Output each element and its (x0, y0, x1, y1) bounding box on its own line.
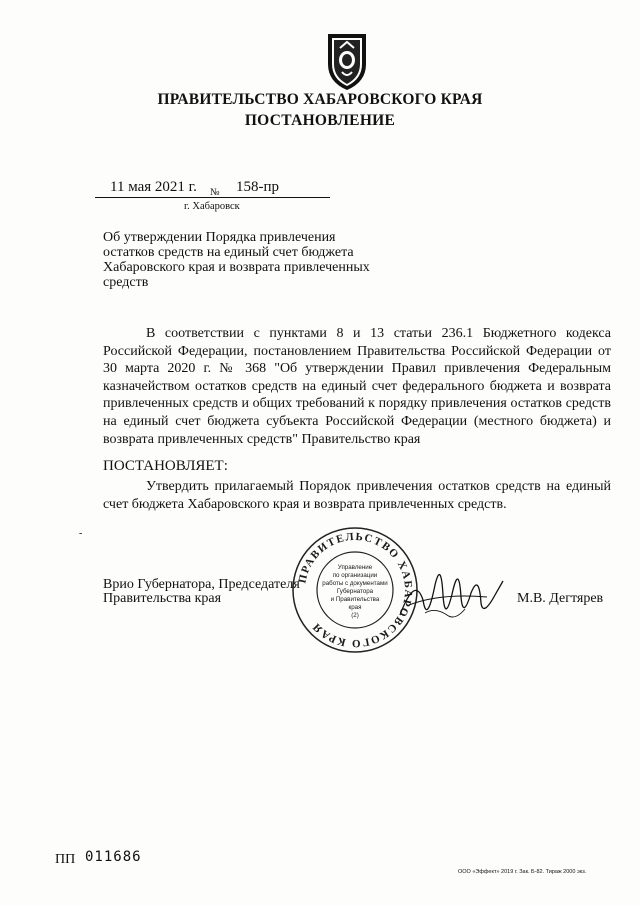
stamp-line: края (348, 604, 362, 611)
preamble-paragraph: В соответствии с пунктами 8 и 13 статьи 236.1 Бюджетного кодекса Российской Федерации, постановлением Правительства Российской Федерации от 30 марта 2020 г. № 368 "Об утверждении Правил привлечения Федеральным казначейством остатков средств на единый счет федерального бюджета и возврата привлеченных средств и общих требований к порядку привлечения остатков средств на единый счет бюджета субъекта Российской Федерации (местного бюджета) и возврата привлеченных средств" Правительство края (103, 326, 611, 447)
stamp-line: Губернатора (336, 588, 374, 595)
decree-word: ПОСТАНОВЛЯЕТ: (103, 458, 228, 474)
handwritten-signature (395, 555, 505, 635)
signer-position-line2: Правительства края (103, 591, 222, 606)
document-number: 158-пр (236, 179, 280, 195)
date-underline (95, 197, 330, 198)
stamp-line: и Правительства (330, 596, 380, 603)
government-title: ПРАВИТЕЛЬСТВО ХАБАРОВСКОГО КРАЯ (157, 91, 483, 108)
stamp-line: Управление (337, 564, 373, 571)
document-date: 11 мая 2021 г. (110, 179, 197, 195)
signer-position-line1: Врио Губернатора, Председателя (103, 577, 300, 592)
margin-mark: - (79, 528, 83, 539)
stamp-outer-text: ПРАВИТЕЛЬСТВО ХАБАРОВСКОГО КРАЯ (296, 530, 415, 650)
document-subject: Об утверждении Порядка привлечения остатков средств на единый счет бюджета Хабаровского края и возврата привлеченных средств (103, 230, 370, 290)
serial-prefix: ПП (55, 852, 76, 867)
stamp-line: (2) (351, 612, 359, 619)
number-sign: № (210, 187, 220, 198)
stamp-line: по организации (332, 572, 378, 579)
serial-number: 011686 (85, 849, 142, 865)
coat-of-arms-icon (322, 30, 372, 92)
document-type: ПОСТАНОВЛЕНИЕ (244, 112, 396, 129)
printer-note: ООО «Эффект» 2019 г. Зак. Б-82. Тираж 2000 экз. (458, 869, 587, 875)
signer-name: М.В. Дегтярев (517, 591, 604, 606)
document-city: г. Хабаровск (184, 201, 240, 212)
decree-paragraph: Утвердить прилагаемый Порядок привлечения остатков средств на единый счет бюджета Хабаровского края и возврата привлеченных средств. (103, 479, 611, 512)
stamp-line: работы с документами (322, 580, 388, 587)
